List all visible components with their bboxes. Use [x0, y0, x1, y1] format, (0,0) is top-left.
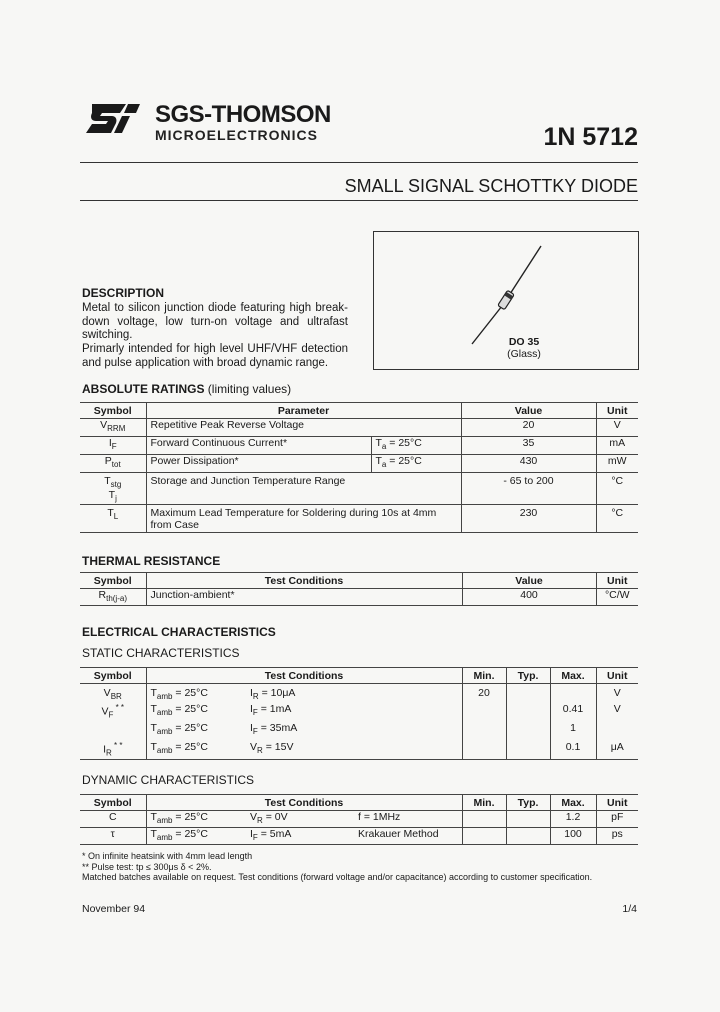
table-row: τ $T_{amb} = 25^\circ C$ $I_F = 5mA$ Krakauer Method 100 ps [80, 828, 638, 845]
footnote-3: Matched batches available on request. Test conditions (forward voltage and/or capacitance) according to customer specification. [82, 872, 593, 882]
electrical-heading: ELECTRICAL CHARACTERISTICS [82, 625, 276, 639]
table-row: $T_L$ Maximum Lead Temperature for Soldering during 10s at 4mm from Case 230 °C [80, 505, 638, 533]
table-row: C $T_{amb} = 25^\circ C$ $V_R = 0V$ f = 1MHz 1.2 pF [80, 811, 638, 828]
footnote-1: * On infinite heatsink with 4mm lead length [82, 851, 253, 861]
static-table: Symbol Test Conditions Min. Typ. Max. Unit $V_{BR}$ $T_{amb} = 25^\circ C$ $I_R = 10\mu A$ 20 V $V_F$ * * $T_{amb} = 25^\circ C$ $I_F = 1mA$ 0.41 V $T_{amb} = 25^\circ C$ $I_F = 35mA$ 1 $I_R$ * * $T_{amb} = 25^\circ C$ $V_R = 15V$ 0.1 μA [80, 667, 638, 760]
table-row: $V_F$ * * $T_{amb} = 25^\circ C$ $I_F = 1mA$ 0.41 V [80, 703, 638, 722]
table-row: $I_F$ Forward Continuous Current* $T_a = 25^\circ C$ 35 mA [80, 437, 638, 455]
table-row: $R_{th(j-a)}$ Junction-ambient* 400 °C/W [80, 589, 638, 606]
footer-date: November 94 [82, 903, 146, 915]
dynamic-heading: DYNAMIC CHARACTERISTICS [82, 773, 255, 787]
footer-page: 1/4 [622, 903, 637, 915]
st-logo-icon [82, 100, 144, 140]
part-number: 1N 5712 [543, 123, 638, 151]
absolute-ratings-table: Symbol Parameter Value Unit $V_{RRM}$ Repetitive Peak Reverse Voltage 20 V $I_F$ Forward Continuous Current* $T_a = 25^\circ C$ 35 mA $P_{tot}$ Power Dissipation* $T_a = 25^\circ C$ 430 mW $T_{stg}$ $T_j$ Storage and Junction Temperature Range - 65 to 200 °C $T_L$ Maximum Lead Temperature for Soldering during 10s at 4mm from Case 230 °C [80, 402, 638, 533]
table-row: $V_{RRM}$ Repetitive Peak Reverse Voltage 20 V [80, 419, 638, 437]
footnotes [82, 851, 638, 883]
header-rule [80, 162, 638, 163]
table-row: $I_R$ * * $T_{amb} = 25^\circ C$ $V_R = 15V$ 0.1 μA [80, 741, 638, 760]
package-box [373, 231, 639, 370]
table-row: $T_{stg}$ $T_j$ Storage and Junction Temperature Range - 65 to 200 °C [80, 473, 638, 505]
document-title: SMALL SIGNAL SCHOTTKY DIODE [344, 176, 638, 196]
thermal-heading: THERMAL RESISTANCE [82, 554, 221, 568]
package-material: (Glass) [507, 348, 541, 360]
table-row: $V_{BR}$ $T_{amb} = 25^\circ C$ $I_R = 10\mu A$ 20 V [80, 684, 638, 703]
description-paragraph-1: Metal to silicon junction diode featuring high break-down voltage, low turn-on voltage and ultrafast switching. [82, 302, 348, 341]
description-heading: DESCRIPTION [82, 286, 165, 300]
title-rule [80, 200, 638, 201]
thermal-table: Symbol Test Conditions Value Unit $R_{th(j-a)}$ Junction-ambient* 400 °C/W [80, 572, 638, 606]
description-paragraph-2: Primarly intended for high level UHF/VHF detection and pulse application with broad dynamic range. [82, 343, 348, 369]
diode-package-icon [464, 242, 554, 347]
brand-subtitle: MICROELECTRONICS [155, 127, 318, 143]
dynamic-table: Symbol Test Conditions Min. Typ. Max. Unit C $T_{amb} = 25^\circ C$ $V_R = 0V$ f = 1MHz 1.2 pF τ $T_{amb} = 25^\circ C$ $I_F = 5mA$ Krakauer Method 100 ps [80, 794, 638, 845]
static-heading: STATIC CHARACTERISTICS [82, 646, 240, 660]
table-row: $P_{tot}$ Power Dissipation* $T_a = 25^\circ C$ 430 mW [80, 455, 638, 473]
absolute-ratings-heading: ABSOLUTE RATINGS (limiting values) [82, 382, 292, 396]
table-row: $T_{amb} = 25^\circ C$ $I_F = 35mA$ 1 [80, 722, 638, 741]
brand-name: SGS-THOMSON [155, 101, 331, 128]
footnote-2: ** Pulse test: tp ≤ 300μs δ < 2%. [82, 861, 212, 872]
package-name: DO 35 [508, 336, 540, 348]
